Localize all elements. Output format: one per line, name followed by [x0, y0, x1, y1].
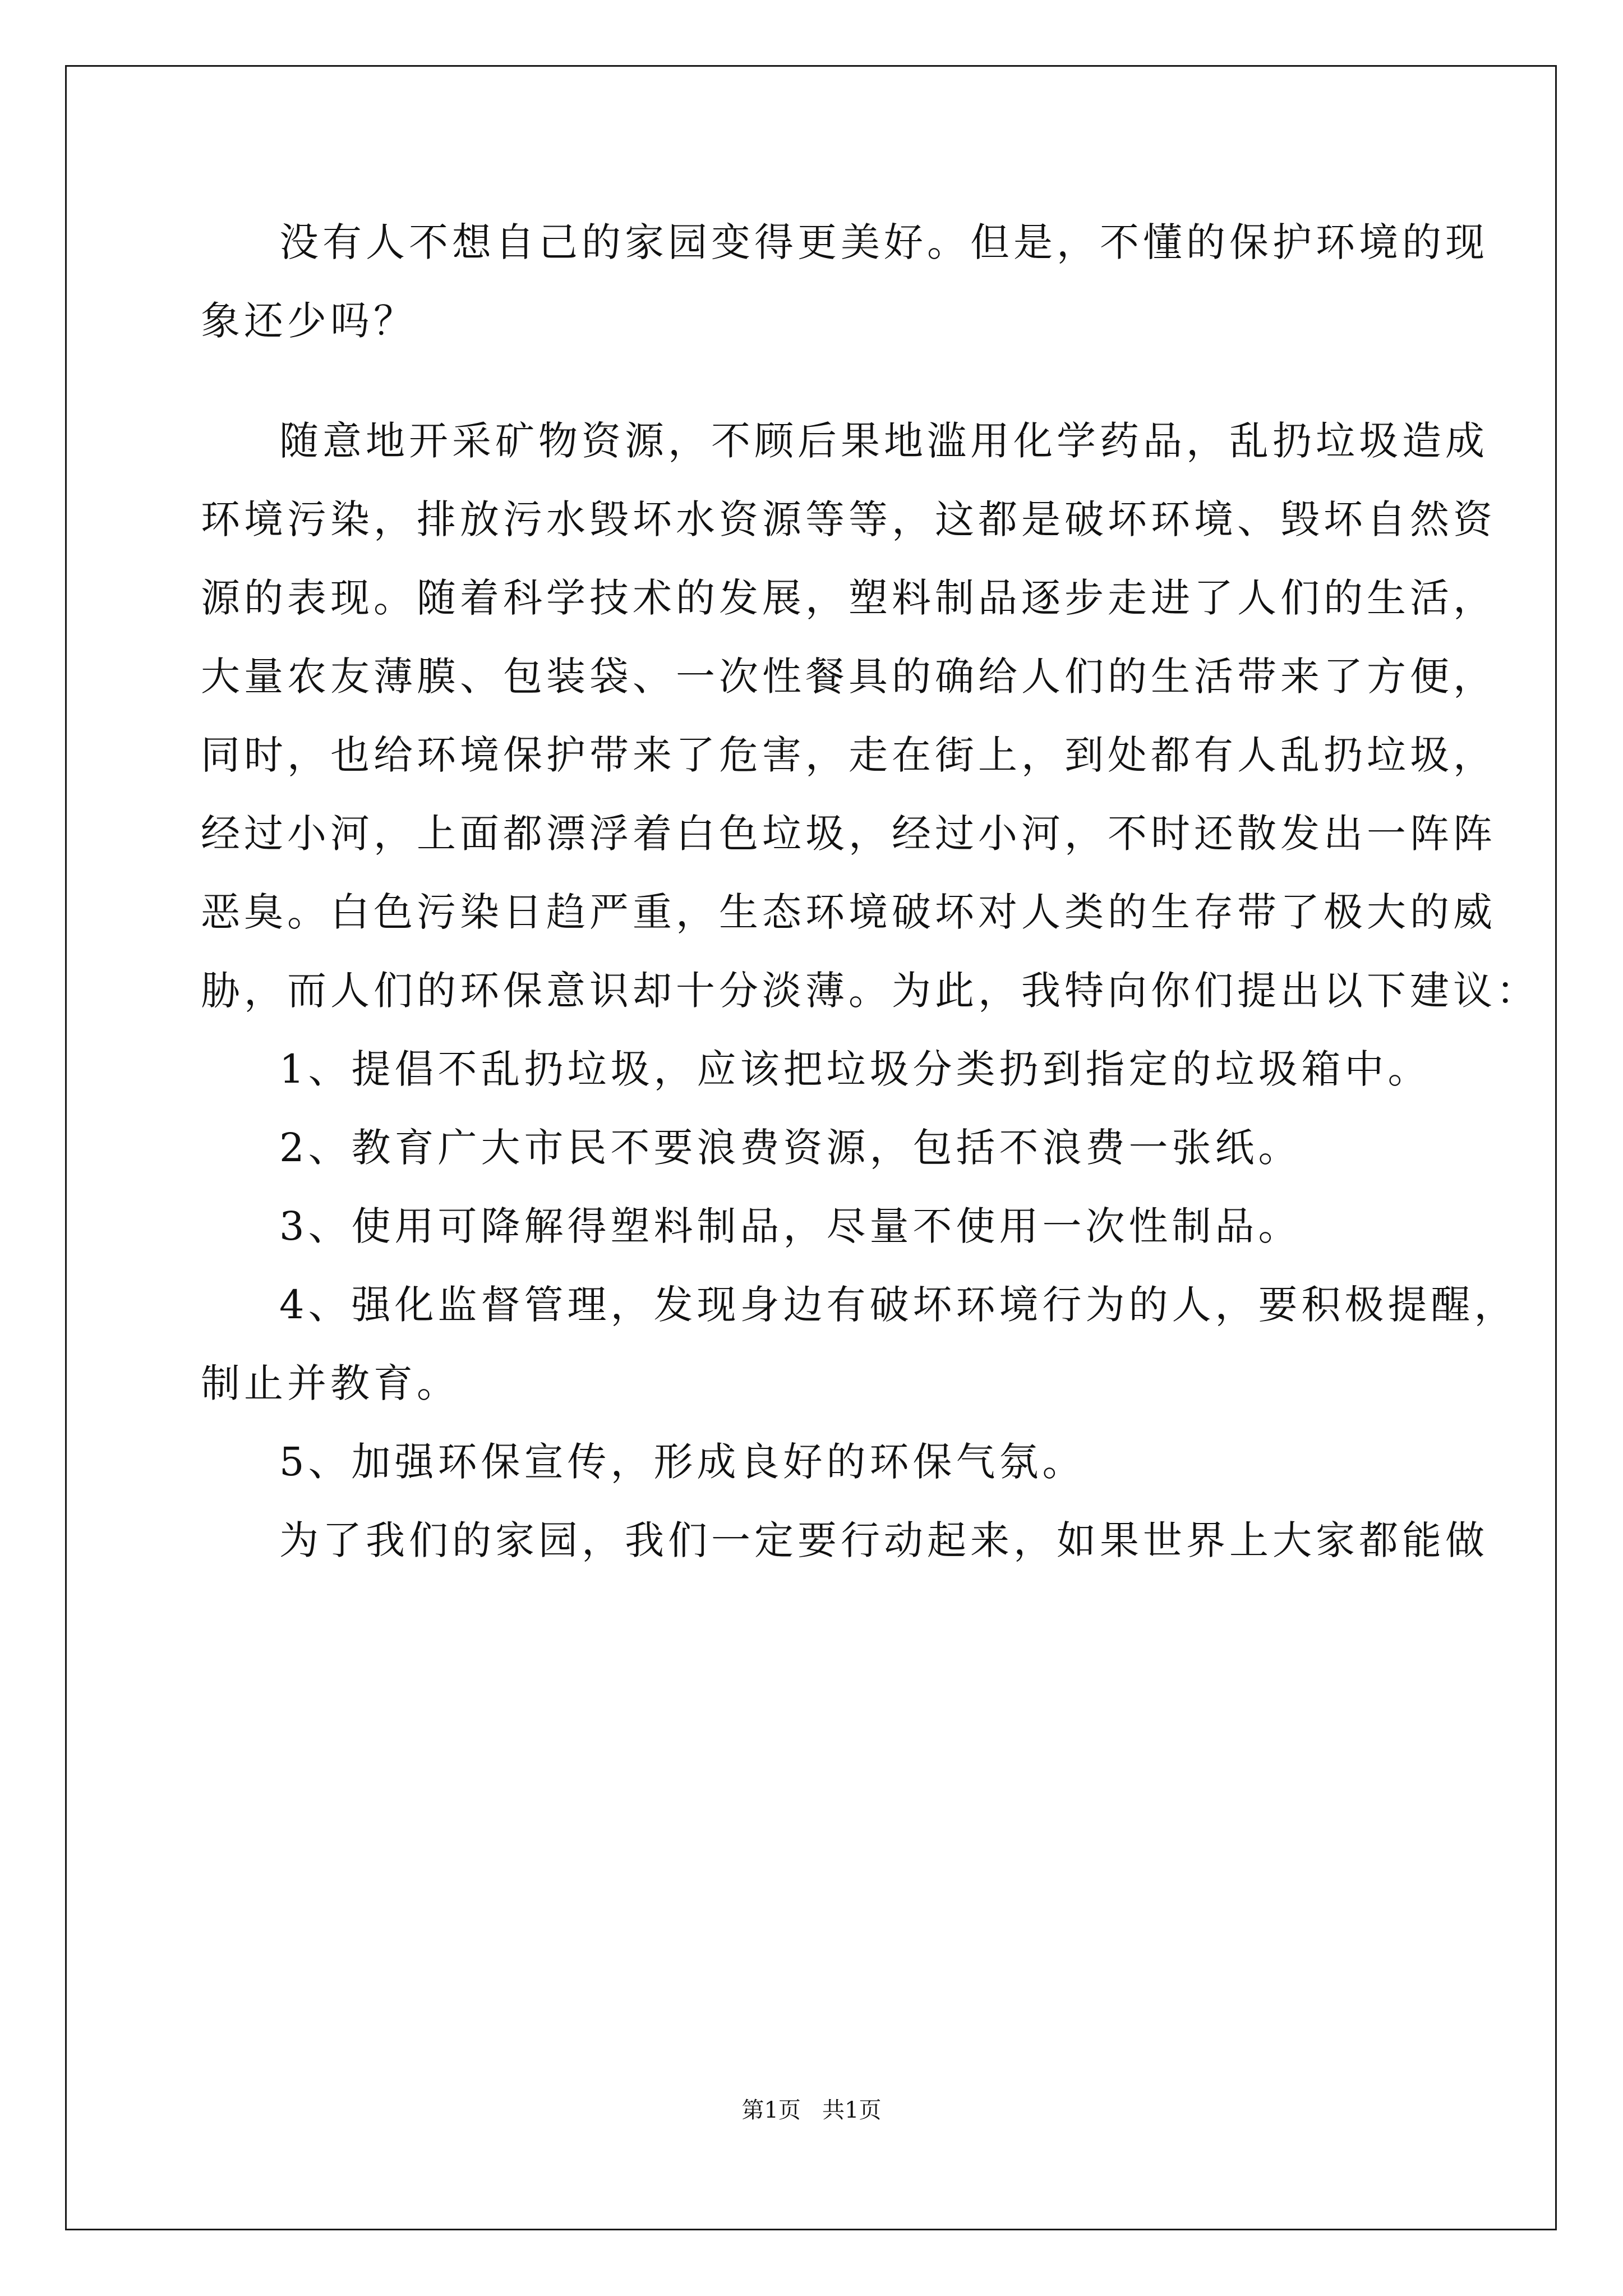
paragraph-line: 大量农友薄膜、包装袋、一次性餐具的确给人们的生活带来了方便， [201, 654, 1496, 700]
list-item: 4、强化监督管理，发现身边有破坏环境行为的人，要积极提醒， [279, 1282, 1518, 1328]
list-item: 1、提倡不乱扔垃圾，应该把垃圾分类扔到指定的垃圾箱中。 [279, 1046, 1431, 1092]
page-number-footer: 第1页 共1页 [741, 2097, 882, 2123]
list-item: 5、加强环保宣传，形成良好的环保气氛。 [279, 1439, 1086, 1485]
paragraph-line: 为了我们的家园，我们一定要行动起来，如果世界上大家都能做 [279, 1517, 1488, 1563]
paragraph-line: 没有人不想自己的家园变得更美好。但是，不懂的保护环境的现 [279, 219, 1488, 265]
paragraph-line: 经过小河，上面都漂浮着白色垃圾，经过小河，不时还散发出一阵阵 [201, 811, 1496, 857]
paragraph-line: 源的表现。随着科学技术的发展，塑料制品逐步走进了人们的生活， [201, 575, 1496, 621]
paragraph-line: 同时，也给环境保护带来了危害，走在街上，到处都有人乱扔垃圾， [201, 732, 1496, 778]
list-item: 2、教育广大市民不要浪费资源，包括不浪费一张纸。 [279, 1125, 1302, 1171]
paragraph-line: 恶臭。白色污染日趋严重，生态环境破坏对人类的生存带了极大的威 [201, 889, 1496, 935]
paragraph-line: 胁，而人们的环保意识却十分淡薄。为此，我特向你们提出以下建议： [201, 968, 1539, 1014]
paragraph-line: 象还少吗？ [201, 298, 417, 344]
list-item: 3、使用可降解得塑料制品，尽量不使用一次性制品。 [279, 1203, 1302, 1249]
paragraph-line: 随意地开采矿物资源，不顾后果地滥用化学药品，乱扔垃圾造成 [279, 418, 1488, 464]
paragraph-line: 环境污染，排放污水毁坏水资源等等，这都是破坏环境、毁坏自然资 [201, 496, 1496, 542]
list-item-continuation: 制止并教育。 [201, 1360, 460, 1406]
